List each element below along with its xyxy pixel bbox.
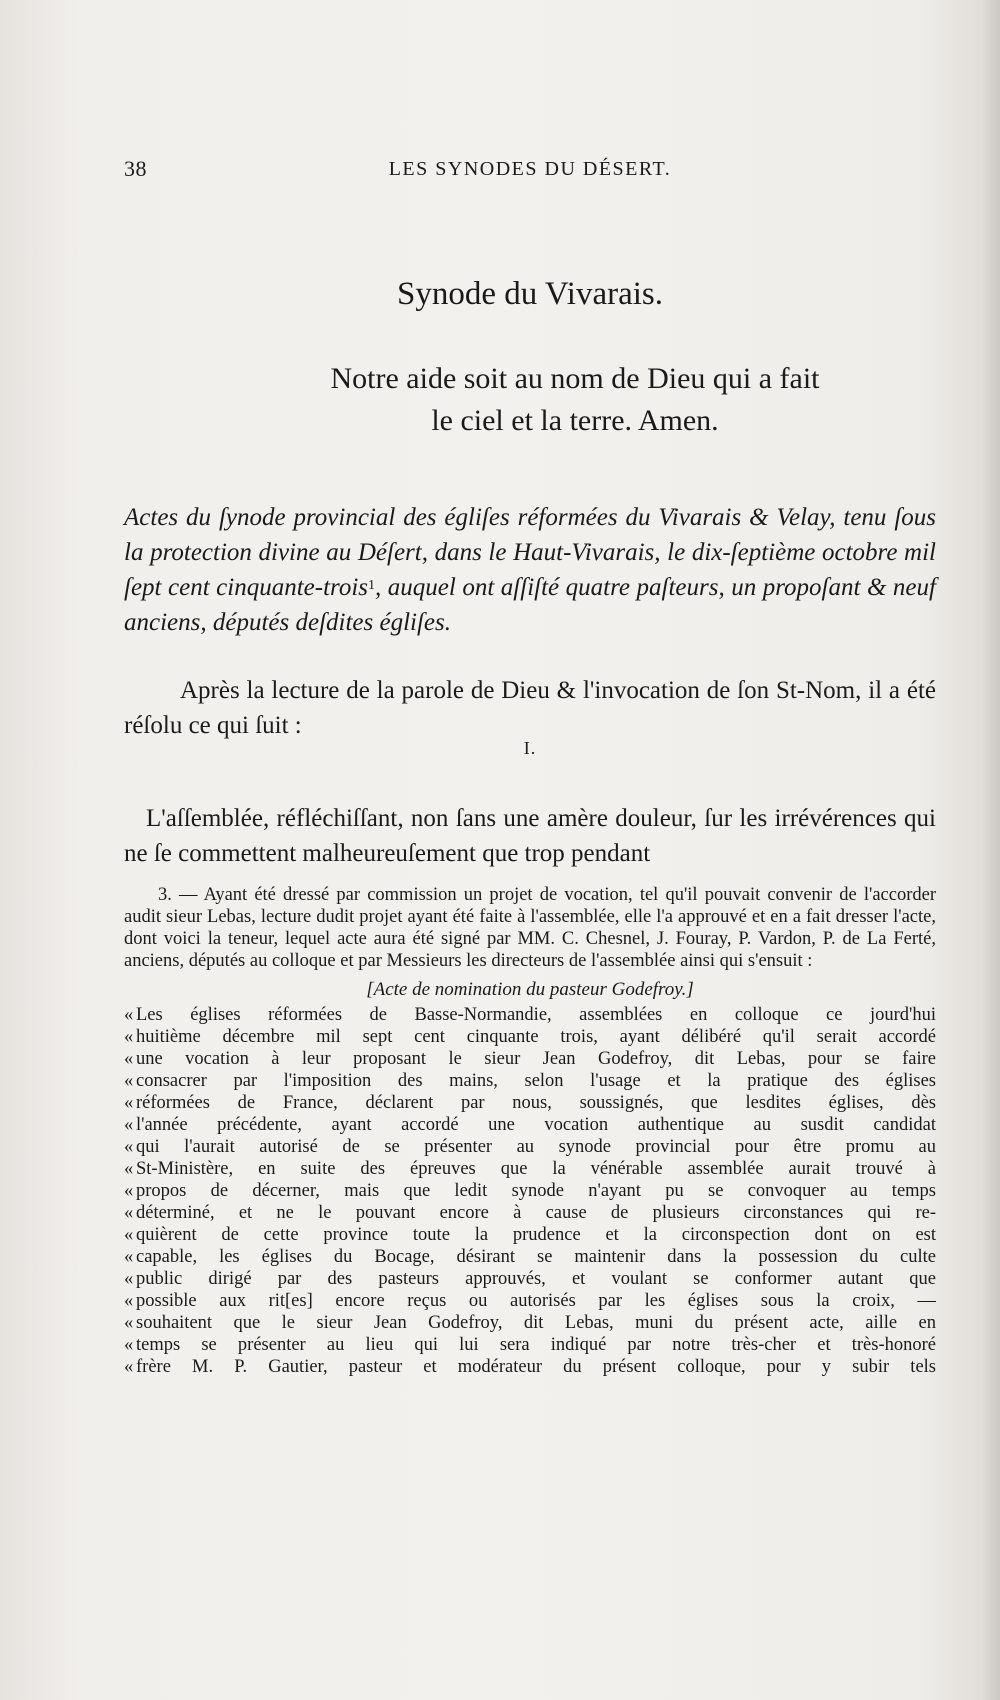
invocation-line-1: Notre aide soit au nom de Dieu qui a fait — [330, 362, 820, 395]
quote-line-text: déterminé, et ne le pouvant encore à cause de plusieurs circonstances qui re- — [136, 1203, 936, 1223]
footnote-quote-line — [124, 1070, 936, 1092]
quote-line-text: une vocation à leur proposant le sieur Jean Godefroy, dit Lebas, pour se faire — [136, 1049, 936, 1069]
quote-mark: « — [124, 1137, 134, 1157]
quote-mark: « — [124, 1357, 134, 1377]
article-number: I. — [523, 738, 537, 758]
footnote-quote-line — [124, 1136, 936, 1158]
footnote-quote-line — [124, 1092, 936, 1114]
footnote-quote-line — [124, 1312, 936, 1334]
acts-paragraph — [124, 500, 936, 640]
quote-line-text: consacrer par l'imposition des mains, selon l'usage et la pratique des églises — [136, 1071, 936, 1091]
quote-line-text: huitième décembre mil sept cent cinquante trois, ayant délibéré qu'il serait accordé — [136, 1027, 936, 1047]
quote-mark: « — [124, 1181, 134, 1201]
quote-line-text: Les églises réformées de Basse-Normandie, assemblées en colloque ce jourd'hui — [136, 1005, 936, 1025]
footnote-quote-line — [124, 1268, 936, 1290]
footnote-quote-line — [124, 1246, 936, 1268]
article-paragraph: L'aſſemblée, réfléchiſſant, non ſans une amère douleur, ſur les irrévérences qui ne ſe commettent malheureuſement que trop pendant — [124, 805, 936, 867]
acts-text-end: , auquel ont aſſiſté quatre paſteurs, un propoſant & neuf anciens, députés deſdites égliſes. — [124, 574, 936, 636]
invocation — [250, 358, 900, 442]
quote-mark: « — [124, 1005, 134, 1025]
running-head: LES SYNODES DU DÉSERT. — [388, 158, 672, 180]
invocation-line-2: le ciel et la terre. Amen. — [431, 404, 719, 437]
footnote-quote-line — [124, 1048, 936, 1070]
footnote-quote-line — [124, 1334, 936, 1356]
quote-mark: « — [124, 1071, 134, 1091]
footnote — [124, 884, 936, 1378]
footnote-quote-line — [124, 1114, 936, 1136]
quote-line-text: quièrent de cette province toute la prudence et la circonspection dont on est — [136, 1225, 936, 1245]
resolution-paragraph: Après la lecture de la parole de Dieu & l'invocation de ſon St-Nom, il a été réſolu ce qui ſuit : — [124, 677, 936, 739]
footnote-heading — [124, 979, 936, 1001]
quote-mark: « — [124, 1313, 134, 1333]
footnote-quote-line — [124, 1026, 936, 1048]
page-number: 38 — [124, 156, 147, 181]
page-edge-shadow — [982, 0, 1000, 1700]
quote-line-text: frère M. P. Gautier, pasteur et modérateur du présent colloque, pour y subir tels — [136, 1357, 936, 1377]
footnote-quote-line — [124, 1158, 936, 1180]
quote-mark: « — [124, 1049, 134, 1069]
footnote-quote-line — [124, 1290, 936, 1312]
page-header — [124, 156, 936, 186]
footnote-quote-line — [124, 1180, 936, 1202]
quote-line-text: temps se présenter au lieu qui lui sera indiqué par notre très-cher et très-honoré — [136, 1335, 936, 1355]
footnote-intro: 3. — Ayant été dressé par commission un projet de vocation, tel qu'il pouvait convenir de l'accorder audit sieur Lebas, lecture dudit projet ayant été faite à l'assemblée, elle l'a approuvé et en a fait dresser l'acte, dont voici la teneur, lequel acte aura été signé par MM. C. Chesnel, J. Fouray, P. Vardon, P. de La Ferté, anciens, députés au colloque et par Messieurs les directeurs de l'assemblée ainsi qui s'ensuit : — [124, 885, 936, 971]
footnote-reference: 1 — [368, 578, 375, 593]
quote-line-text: réformées de France, déclarent par nous, soussignés, que lesdites églises, dès — [136, 1093, 936, 1113]
quote-line-text: souhaitent que le sieur Jean Godefroy, dit Lebas, muni du présent acte, aille en — [136, 1313, 936, 1333]
quote-mark: « — [124, 1093, 134, 1113]
quote-mark: « — [124, 1269, 134, 1289]
quote-mark: « — [124, 1247, 134, 1267]
footnote-heading-text: [Acte de nomination du pasteur Godefroy.] — [366, 979, 694, 1000]
quote-mark: « — [124, 1027, 134, 1047]
quote-mark: « — [124, 1225, 134, 1245]
footnote-quote-line — [124, 1202, 936, 1224]
quote-line-text: capable, les églises du Bocage, désirant se maintenir dans la possession du culte — [136, 1247, 936, 1267]
quote-mark: « — [124, 1291, 134, 1311]
acts-text: Actes du ſynode provincial des égliſes réformées du Vivarais & Velay, tenu ſous la protection divine au Déſert, dans le Haut-Vivarais, le dix-ſeptième octobre mil ſept cent cinquante-trois — [124, 504, 936, 601]
quote-line-text: propos de décerner, mais que ledit synode n'ayant pu se convoquer au temps — [136, 1181, 936, 1201]
quote-line-text: qui l'aurait autorisé de se présenter au synode provincial pour être promu au — [136, 1137, 936, 1157]
footnote-quote — [124, 1004, 936, 1378]
quote-mark: « — [124, 1159, 134, 1179]
quote-line-text: l'année précédente, ayant accordé une vocation authentique au susdit candidat — [136, 1115, 936, 1135]
footnote-quote-line — [124, 1004, 936, 1026]
quote-line-text: public dirigé par des pasteurs approuvés, et voulant se conformer autant que — [136, 1269, 936, 1289]
quote-mark: « — [124, 1335, 134, 1355]
quote-mark: « — [124, 1115, 134, 1135]
quote-mark: « — [124, 1203, 134, 1223]
quote-line-text: possible aux rit[es] encore reçus ou autorisés par les églises sous la croix, — — [136, 1291, 936, 1311]
footnote-quote-line — [124, 1224, 936, 1246]
footnote-quote-line — [124, 1356, 936, 1378]
quote-line-text: St-Ministère, en suite des épreuves que la vénérable assemblée aurait trouvé à — [136, 1159, 936, 1179]
section-title: Synode du Vivarais. — [397, 276, 663, 312]
